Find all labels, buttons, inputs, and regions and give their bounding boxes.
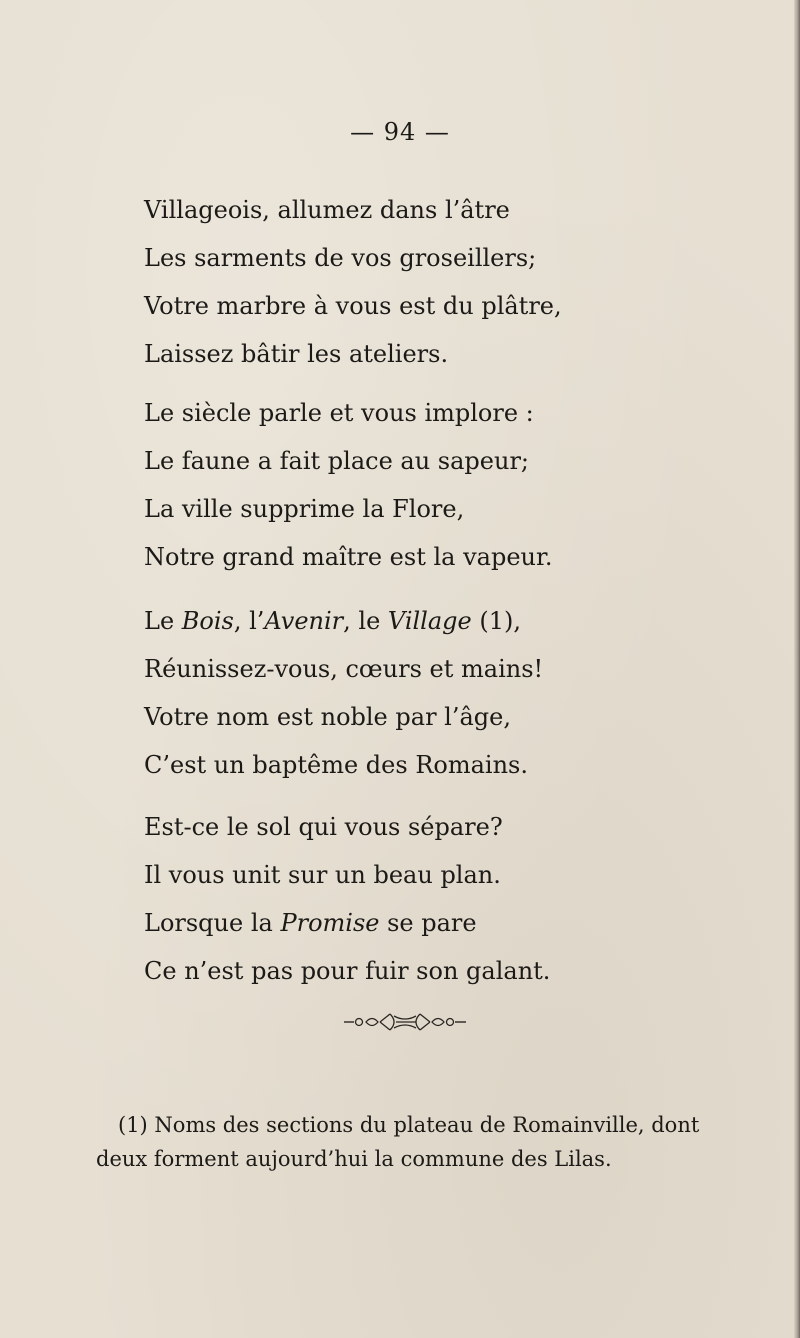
footnote — [96, 1108, 746, 1176]
verse-line: Votre marbre à vous est du plâtre, — [144, 292, 562, 320]
page-edge-shadow — [794, 0, 800, 1338]
verse-line: Les sarments de vos groseillers; — [144, 244, 537, 272]
verse-text: Lorsque la — [144, 909, 281, 937]
verse-line: C’est un baptême des Romains. — [144, 751, 528, 779]
verse-line: Le faune a fait place au sapeur; — [144, 447, 530, 475]
verse-line: Notre grand maître est la vapeur. — [144, 543, 553, 571]
verse-line: Est-ce le sol qui vous sépare? — [144, 813, 503, 841]
verse-line: Réunissez-vous, cœurs et mains! — [144, 655, 544, 683]
verse-line: Laissez bâtir les ateliers. — [144, 340, 449, 368]
footnote-line: deux forment aujourd’hui la commune des Lilas. — [96, 1147, 612, 1171]
footnote-ref: (1), — [471, 607, 521, 635]
verse-line: Il vous unit sur un beau plan. — [144, 861, 501, 889]
verse-text: , le — [343, 607, 388, 635]
fleuron-divider-icon — [340, 1008, 470, 1036]
stanza-1 — [144, 186, 744, 378]
verse-line — [144, 899, 744, 947]
verse-italic-text: Avenir — [264, 607, 344, 635]
verse-italic-text: Bois — [181, 607, 234, 635]
verse-line: Le siècle parle et vous implore : — [144, 399, 534, 427]
stanza-2 — [144, 389, 744, 581]
verse-text: se pare — [379, 909, 477, 937]
verse-italic-text: Village — [387, 607, 472, 635]
page-number: — 94 — — [350, 118, 450, 146]
verse-text: , l’ — [233, 607, 265, 635]
verse-line: Ce n’est pas pour fuir son galant. — [144, 957, 551, 985]
verse-text: Le — [144, 607, 182, 635]
verse-line: La ville supprime la Flore, — [144, 495, 465, 523]
verse-line — [144, 597, 744, 645]
footnote-line: (1) Noms des sections du plateau de Romainville, dont — [118, 1113, 700, 1137]
verse-line: Votre nom est noble par l’âge, — [144, 703, 511, 731]
stanza-4 — [144, 803, 744, 995]
stanza-3 — [144, 597, 744, 789]
verse-italic-text: Promise — [280, 909, 380, 937]
verse-line: Villageois, allumez dans l’âtre — [144, 196, 510, 224]
